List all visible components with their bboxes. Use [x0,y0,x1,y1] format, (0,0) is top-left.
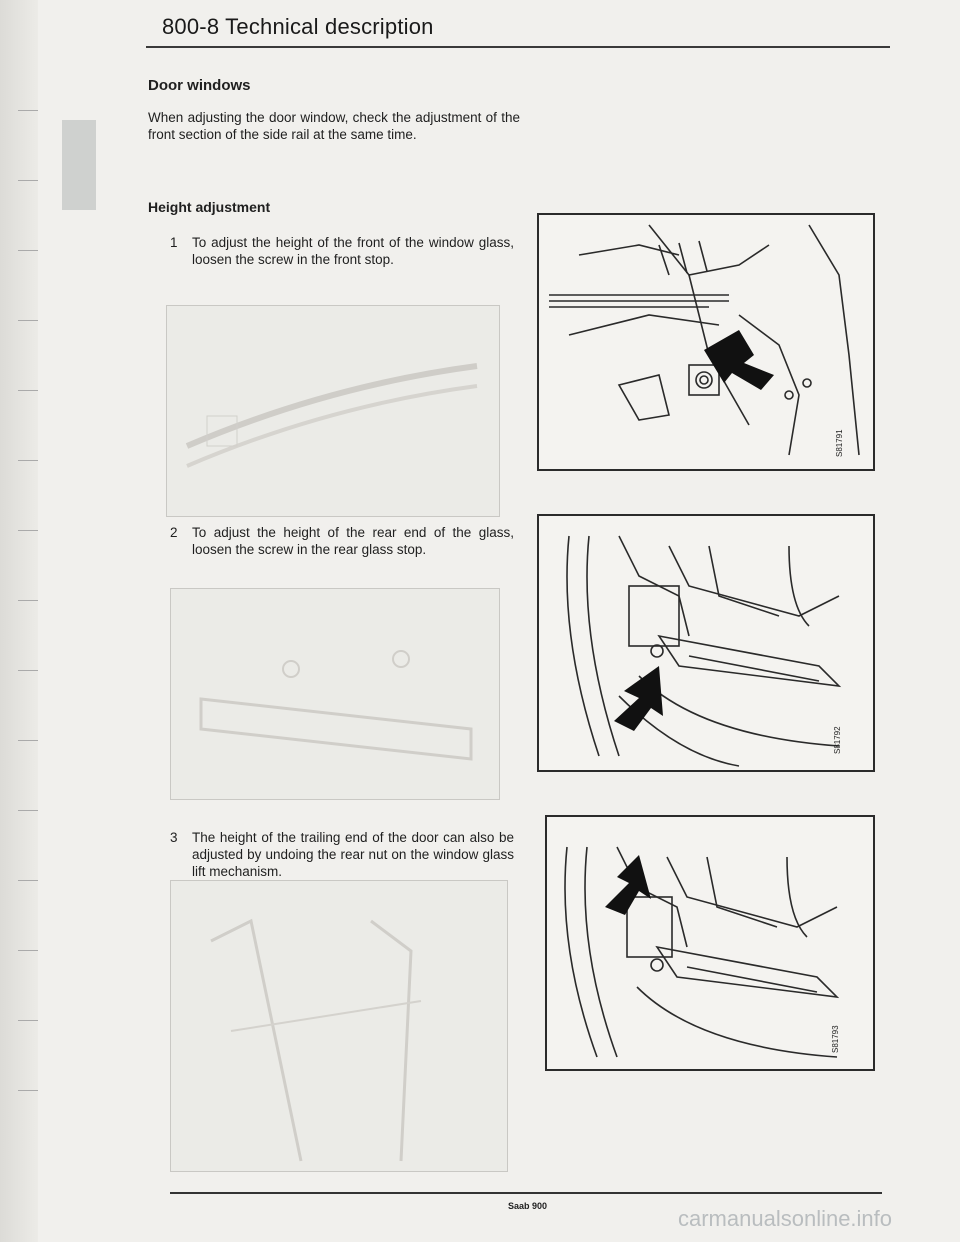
show-through-drawing [171,589,499,799]
step-text: The height of the trailing end of the door can also be adjusted by undoing the rear nut on the window glass lift mechanism. [192,830,514,879]
figure-code: S81793 [831,1025,840,1053]
figure-rear-stop [537,514,875,772]
header-rule [146,46,890,48]
step-text: To adjust the height of the front of the window glass, loosen the screw in the front stop. [192,235,514,267]
watermark: carmanualsonline.info [678,1206,893,1231]
step-number: 2 [170,525,178,540]
rear-stop-drawing [539,516,873,770]
show-through-figure [170,880,508,1172]
step-number: 3 [170,830,178,845]
subsection-heading: Height adjustment [148,199,271,215]
show-through-figure [166,305,500,517]
page-title: 800-8 Technical description [162,14,434,39]
section-heading: Door windows [148,77,251,94]
show-through-drawing [167,306,499,516]
figure-front-stop [537,213,875,471]
front-stop-drawing [539,215,873,469]
section-tab-marker [62,120,96,210]
step-text: To adjust the height of the rear end of the glass, loosen the screw in the rear glass stop. [192,525,514,557]
figure-code: S81792 [833,726,842,754]
show-through-figure [170,588,500,800]
lift-mechanism-drawing [547,817,873,1069]
binding-ticks [0,0,40,1242]
show-through-drawing [171,881,507,1171]
footer-rule [170,1192,882,1194]
step-number: 1 [170,235,178,250]
figure-lift-mechanism [545,815,875,1071]
intro-paragraph: When adjusting the door window, check the adjustment of the front section of the side rail at the same time. [148,110,520,142]
footer-label: Saab 900 [508,1201,548,1211]
figure-code: S81791 [835,429,844,457]
